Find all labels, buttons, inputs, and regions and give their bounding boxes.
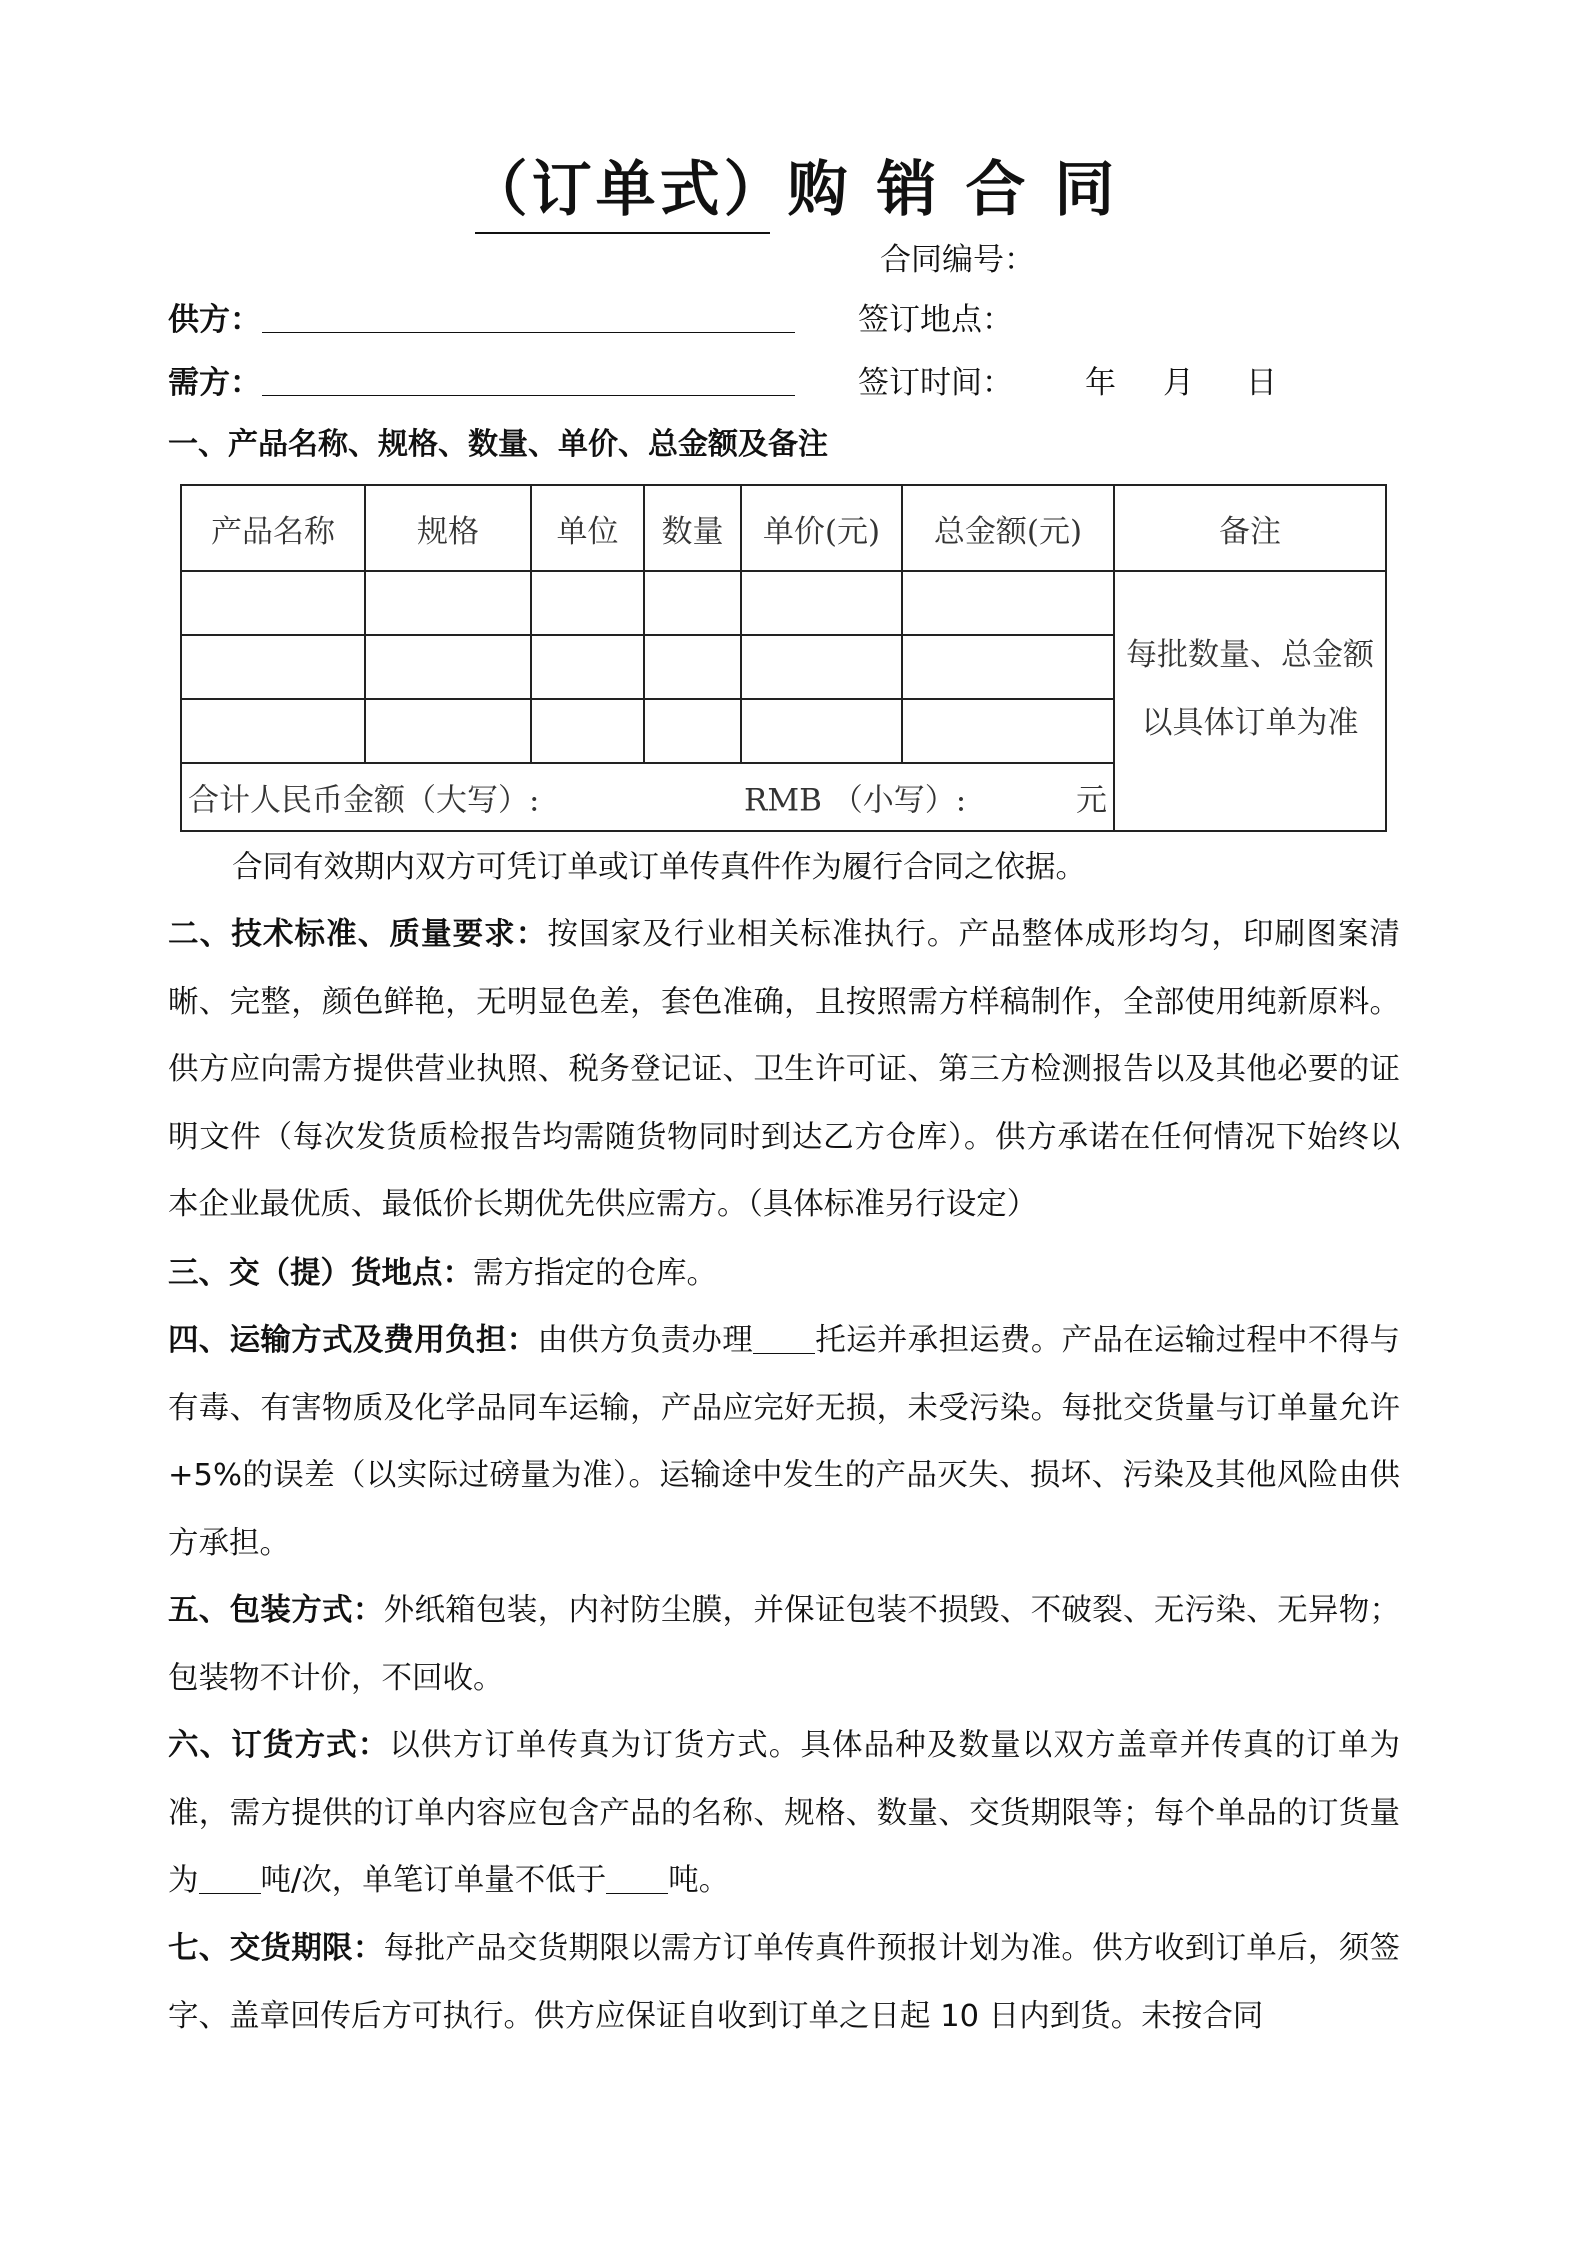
section6-text-b: 吨/次，单笔订单量不低于	[260, 1863, 607, 1898]
section3-text: 需方指定的仓库。	[473, 1256, 717, 1291]
col-header-quantity: 数量	[644, 485, 741, 571]
remark-line-1: 每批数量、总金额	[1126, 637, 1374, 673]
order-quantity-blank[interactable]	[199, 1863, 261, 1895]
section5-heading: 五、包装方式：	[168, 1593, 384, 1628]
section1-note: 合同有效期内双方可凭订单或订单传真件作为履行合同之依据。	[232, 850, 1086, 885]
table-cell[interactable]	[644, 571, 741, 635]
section5-text: 外纸箱包装，内衬防尘膜，并保证包装不损毁、不破裂、无污染、无异物；包装物不计价，不回收。	[168, 1593, 1401, 1696]
buyer-label: 需方：	[168, 365, 261, 401]
table-cell[interactable]	[741, 699, 902, 763]
total-cell[interactable]	[181, 763, 1114, 831]
total-uppercase-label: 合计人民币金额（大写）:	[188, 782, 540, 819]
section2-text: 按国家及行业相关标准执行。产品整体成形均匀，印刷图案清晰、完整，颜色鲜艳，无明显色差，套色准确，且按照需方样稿制作，全部使用纯新原料。供方应向需方提供营业执照、税务登记证、卫生许可证、第三方检测报告以及其他必要的证明文件（每次发货质检报告均需随货物同时到达乙方仓库）。供方承诺在任何情况下始终以本企业最优质、最低价长期优先供应需方。（具体标准另行设定）	[168, 917, 1400, 1222]
col-header-remark: 备注	[1114, 485, 1386, 571]
table-cell[interactable]	[644, 699, 741, 763]
remark-cell	[1114, 571, 1386, 831]
table-cell[interactable]	[531, 635, 644, 699]
section7-heading: 七、交货期限：	[168, 1931, 384, 1966]
section3-heading: 三、交（提）货地点：	[168, 1256, 473, 1291]
table-row	[181, 571, 1386, 635]
sign-month: 月	[1163, 365, 1194, 401]
table-cell[interactable]	[902, 699, 1114, 763]
table-cell[interactable]	[902, 571, 1114, 635]
table-cell[interactable]	[644, 635, 741, 699]
section4-heading: 四、运输方式及费用负担：	[168, 1323, 538, 1358]
table-cell[interactable]	[741, 635, 902, 699]
section6-paragraph	[168, 1712, 1400, 1915]
col-header-unit-price: 单价(元)	[741, 485, 902, 571]
table-cell[interactable]	[181, 635, 365, 699]
supplier-label: 供方：	[168, 302, 261, 338]
table-cell[interactable]	[365, 571, 531, 635]
section6-text-a: 以供方订单传真为订货方式。具体品种及数量以双方盖章并传真的订单为准，需方提供的订单内容应包含产品的名称、规格、数量、交货期限等；每个单品的订货量为	[168, 1728, 1401, 1898]
table-cell[interactable]	[531, 571, 644, 635]
total-rmb-label: RMB （小写）:	[744, 782, 967, 819]
contract-no-label: 合同编号：	[880, 242, 1035, 278]
section4-text-a: 由供方负责办理	[537, 1323, 754, 1358]
section3-paragraph	[168, 1240, 1400, 1308]
col-header-unit: 单位	[531, 485, 644, 571]
total-unit: 元	[1076, 782, 1107, 819]
section2-heading: 二、技术标准、质量要求：	[168, 917, 548, 952]
section1-heading: 一、产品名称、规格、数量、单价、总金额及备注	[168, 427, 828, 462]
transport-method-blank[interactable]	[753, 1323, 815, 1355]
section4-text-b: 托运并承担运费。产品在运输过程中不得与有毒、有害物质及化学品同车运输，产品应完好无损，未受污染。每批交货量与订单量允许+5%的误差（以实际过磅量为准）。运输途中发生的产品灭失、损坏、污染及其他风险由供方承担。	[168, 1323, 1401, 1561]
table-cell[interactable]	[902, 635, 1114, 699]
product-table	[180, 484, 1387, 832]
section7-text: 每批产品交货期限以需方订单传真件预报计划为准。供方收到订单后，须签字、盖章回传后方可执行。供方应保证自收到订单之日起 10 日内到货。未按合同	[168, 1931, 1401, 2034]
table-cell[interactable]	[365, 635, 531, 699]
sign-time-label: 签订时间：	[858, 365, 1013, 401]
section4-paragraph	[168, 1307, 1400, 1577]
contract-title: （订单式）购 销 合 同	[467, 155, 1119, 225]
section6-text-c: 吨。	[668, 1863, 730, 1898]
table-cell[interactable]	[741, 571, 902, 635]
sign-year: 年	[1085, 365, 1116, 401]
remark-line-2: 以具体订单为准	[1141, 705, 1359, 741]
section5-paragraph	[168, 1577, 1400, 1712]
sign-day: 日	[1246, 365, 1277, 401]
section7-paragraph	[168, 1915, 1400, 2050]
table-cell[interactable]	[531, 699, 644, 763]
buyer-field[interactable]	[262, 395, 795, 396]
col-header-spec: 规格	[365, 485, 531, 571]
title-underline	[475, 232, 770, 234]
table-header-row	[181, 485, 1386, 571]
supplier-field[interactable]	[262, 332, 795, 333]
col-header-product-name: 产品名称	[181, 485, 365, 571]
table-cell[interactable]	[181, 699, 365, 763]
section2-paragraph	[168, 901, 1400, 1239]
table-cell[interactable]	[365, 699, 531, 763]
table-cell[interactable]	[181, 571, 365, 635]
section6-heading: 六、订货方式：	[168, 1728, 390, 1763]
sign-place-label: 签订地点：	[858, 302, 1013, 338]
min-order-blank[interactable]	[606, 1863, 668, 1895]
col-header-total-amount: 总金额(元)	[902, 485, 1114, 571]
